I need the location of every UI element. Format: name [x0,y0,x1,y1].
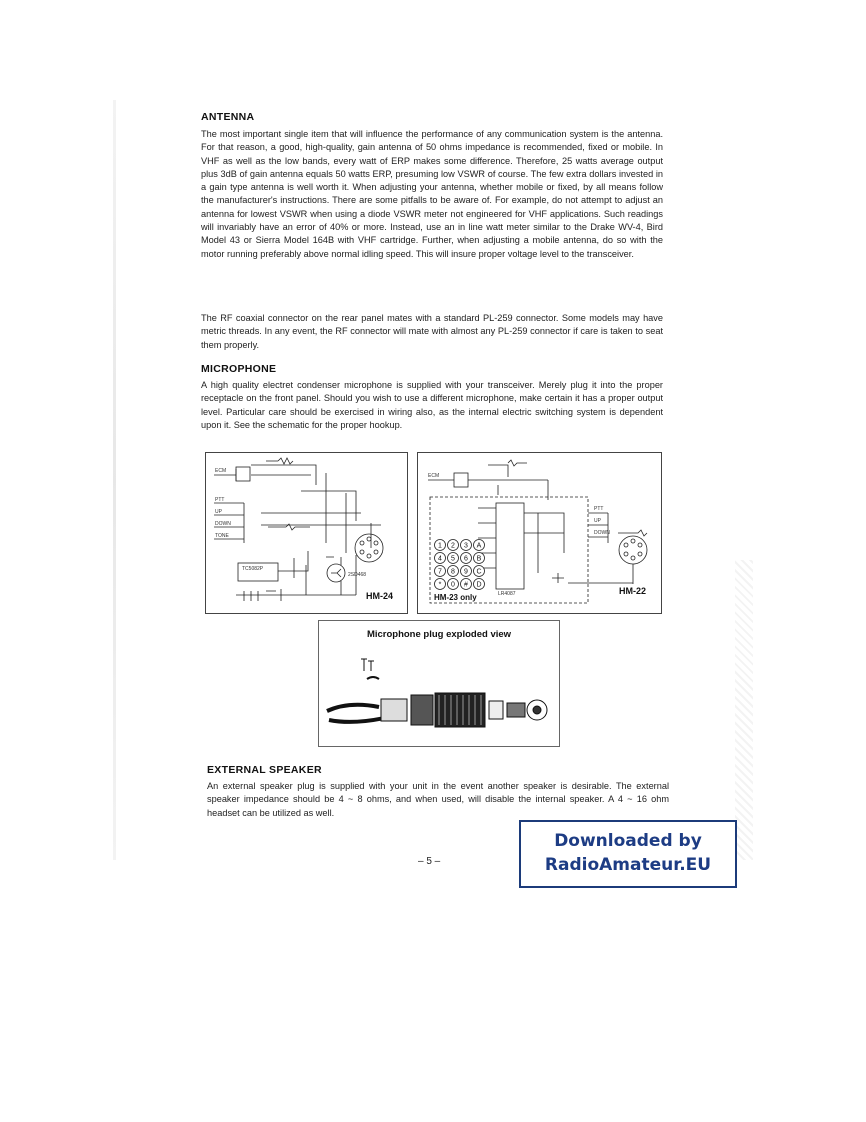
hm22-label: HM-22 [619,586,647,596]
hm24-transistor-label: 2SD468 [348,572,367,578]
rf-connector-paragraph: The RF coaxial connector on the rear panel mates with a standard PL-259 connector. Some models may have metric threads. In any event, the RF connector will mate with almost any PL-259 connector if care is taken to seat them properly. [201,313,663,350]
keypad-key-label: # [464,581,468,589]
keypad-key-label: 1 [438,542,442,550]
keypad-key-label: A [476,542,482,550]
hm24-label-ptt: PTT [215,497,225,503]
external-speaker-paragraph: An external speaker plug is supplied with your unit in the event another speaker is desirable. The external speaker impedance should be 4 ~ 8 ohms, and when used, will disable the internal speaker. A 4 ~ 16 ohm headset can be utilized as well. [207,781,669,818]
keypad-key-label: C [476,568,482,576]
hm24-label-ecm: ECM [215,468,227,474]
scan-edge-right [735,560,753,860]
keypad-key-label: 7 [438,568,442,576]
hm24-label-up: UP [215,509,222,515]
antenna-heading: ANTENNA [201,111,255,123]
hm24-label-tone: TONE [215,533,229,539]
hm24-label: HM-24 [366,591,394,601]
keypad-key-label: 9 [464,568,468,576]
hm22-ic-label: LR4087 [498,591,516,597]
keypad-key-label: * [438,581,442,589]
hm22-schematic [417,452,662,614]
hm24-ic-label: TC5082P [242,566,264,572]
antenna-paragraph: The most important single item that will influence the performance of any communication system is the antenna. For that reason, a good, high-quality, gain antenna of 50 ohms impedance is recommended, fixed or mobile. In VHF as well as the low bands, every watt of ERP makes some difference. Therefore, 25 watts average output plus 3dB of gain antenna equals 50 watts ERP, presuming low VSWR of course. The few extra dollars invested in a gain type antenna is well worth it. When adjusting your antenna, whether mobile or fixed, by all means follow the manufacturer's instructions. There are some pitfalls to be aware of. For example, do not attempt to adjust an antenna for lowest VSWR when using a diode VSWR meter not engineered for VHF applications. Such readings will invariably have an error of 40% or more. Instead, use an in line watt meter similar to the Drake WV-4, Bird Model 43 or Sierra Model 164B with VHF cartridge. Further, when adjusting a mobile antenna, do so with the motor running preferably above normal idling speed. This will insure proper voltage level to the transceiver. [201,129,663,259]
hm24-circuit-drawing [206,453,407,613]
exploded-view-title: Microphone plug exploded view [366,629,512,640]
hm23-only-label: HM-23 only [434,593,477,602]
keypad-key-label: 3 [464,542,468,550]
keypad-key-label: 8 [451,568,455,576]
keypad-key-label: 6 [464,555,468,563]
watermark-line1: Downloaded by [554,831,702,851]
keypad-key-label: 4 [438,555,442,563]
hm22-label-ecm: ECM [428,473,440,479]
microphone-heading: MICROPHONE [201,363,277,375]
external-speaker-heading: EXTERNAL SPEAKER [207,764,322,776]
watermark-line2: RadioAmateur.EU [544,855,712,875]
plug-exploded-drawing [319,621,559,746]
keypad-key-label: 5 [451,555,455,563]
hm22-label-up: UP [594,518,601,524]
hm22-label-ptt: PTT [594,506,604,512]
keypad-key-label: 2 [451,542,455,550]
microphone-paragraph: A high quality electret condenser microphone is supplied with your transceiver. Merely plug it into the proper receptacle on the front panel. Should you wish to use a different microphone, make certain it has a proper output level. Particular care should be exercised in wiring also, as the internal electric switching system is dependent upon it. See the schematic for the proper hookup. [201,380,663,430]
scan-edge-left [113,100,116,860]
keypad-key-label: D [476,581,482,589]
download-watermark [519,820,737,888]
keypad-key-label: B [476,555,482,563]
hm24-schematic [205,452,408,614]
keypad-key-label: 0 [451,581,455,589]
page-number: – 5 – [418,856,441,867]
hm22-label-down: DOWN [594,530,610,536]
dtmf-keypad [435,540,485,590]
hm24-label-down: DOWN [215,521,231,527]
exploded-view-figure [318,620,560,747]
